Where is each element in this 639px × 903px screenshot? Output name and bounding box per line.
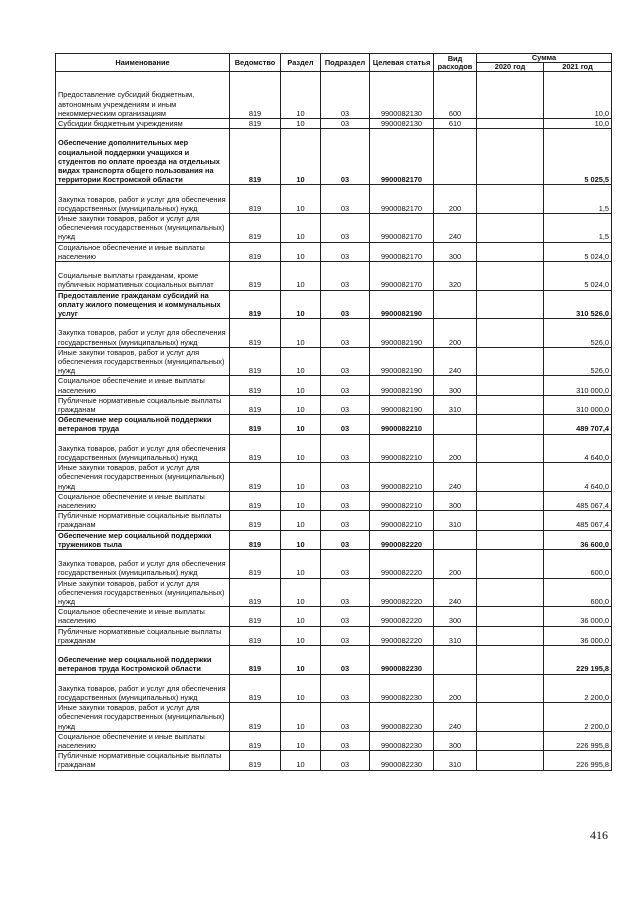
row-dept: 819 bbox=[230, 376, 281, 395]
row-exptype: 300 bbox=[434, 491, 477, 510]
row-subsection: 03 bbox=[321, 72, 370, 119]
row-2020 bbox=[477, 511, 544, 530]
row-section: 10 bbox=[281, 491, 321, 510]
row-target: 9900082210 bbox=[370, 415, 434, 434]
row-target: 9900082230 bbox=[370, 703, 434, 732]
row-2021: 1,5 bbox=[544, 213, 612, 242]
row-2021: 2 200,0 bbox=[544, 703, 612, 732]
row-section: 10 bbox=[281, 550, 321, 579]
row-section: 10 bbox=[281, 395, 321, 414]
row-subsection: 03 bbox=[321, 262, 370, 291]
row-2020 bbox=[477, 607, 544, 626]
row-dept: 819 bbox=[230, 434, 281, 463]
table-row bbox=[56, 626, 612, 645]
row-subsection: 03 bbox=[321, 530, 370, 549]
row-dept: 819 bbox=[230, 491, 281, 510]
row-dept: 819 bbox=[230, 415, 281, 434]
row-section: 10 bbox=[281, 626, 321, 645]
table-row bbox=[56, 347, 612, 376]
row-2021: 526,0 bbox=[544, 347, 612, 376]
row-dept: 819 bbox=[230, 185, 281, 214]
table-row bbox=[56, 262, 612, 291]
row-name: Обеспечение мер социальной поддержки ветеранов труда Костромской области bbox=[56, 646, 230, 675]
row-2021: 485 067,4 bbox=[544, 511, 612, 530]
row-subsection: 03 bbox=[321, 703, 370, 732]
row-target: 9900082230 bbox=[370, 731, 434, 750]
row-name: Закупка товаров, работ и услуг для обеспечения государственных (муниципальных) нужд bbox=[56, 185, 230, 214]
row-exptype: 200 bbox=[434, 550, 477, 579]
row-name: Обеспечение мер социальной поддержки ветеранов труда bbox=[56, 415, 230, 434]
table-row bbox=[56, 376, 612, 395]
row-2020 bbox=[477, 751, 544, 770]
row-exptype: 240 bbox=[434, 463, 477, 492]
row-exptype: 200 bbox=[434, 434, 477, 463]
row-subsection: 03 bbox=[321, 395, 370, 414]
table-row bbox=[56, 242, 612, 261]
header-name: Наименование bbox=[56, 54, 230, 72]
table-row bbox=[56, 646, 612, 675]
row-target: 9900082190 bbox=[370, 319, 434, 348]
row-2020 bbox=[477, 550, 544, 579]
row-subsection: 03 bbox=[321, 290, 370, 319]
row-exptype bbox=[434, 129, 477, 185]
row-section: 10 bbox=[281, 434, 321, 463]
table-row bbox=[56, 530, 612, 549]
row-section: 10 bbox=[281, 213, 321, 242]
row-target: 9900082190 bbox=[370, 395, 434, 414]
row-exptype bbox=[434, 415, 477, 434]
row-subsection: 03 bbox=[321, 646, 370, 675]
row-section: 10 bbox=[281, 674, 321, 703]
row-subsection: 03 bbox=[321, 185, 370, 214]
table-row bbox=[56, 290, 612, 319]
row-exptype: 300 bbox=[434, 607, 477, 626]
row-section: 10 bbox=[281, 415, 321, 434]
header-2020: 2020 год bbox=[477, 63, 544, 72]
table-body bbox=[56, 72, 612, 771]
row-target: 9900082220 bbox=[370, 530, 434, 549]
table-row bbox=[56, 463, 612, 492]
header-section: Раздел bbox=[281, 54, 321, 72]
row-dept: 819 bbox=[230, 290, 281, 319]
row-exptype bbox=[434, 646, 477, 675]
row-subsection: 03 bbox=[321, 119, 370, 129]
row-2021: 36 000,0 bbox=[544, 626, 612, 645]
table-row bbox=[56, 415, 612, 434]
row-subsection: 03 bbox=[321, 242, 370, 261]
table-row bbox=[56, 319, 612, 348]
row-2021: 4 640,0 bbox=[544, 463, 612, 492]
row-2021: 600,0 bbox=[544, 550, 612, 579]
row-exptype: 240 bbox=[434, 347, 477, 376]
row-2021: 36 000,0 bbox=[544, 607, 612, 626]
row-name: Закупка товаров, работ и услуг для обеспечения государственных (муниципальных) нужд bbox=[56, 674, 230, 703]
row-name: Субсидии бюджетным учреждениям bbox=[56, 119, 230, 129]
row-dept: 819 bbox=[230, 213, 281, 242]
row-target: 9900082210 bbox=[370, 463, 434, 492]
row-target: 9900082230 bbox=[370, 674, 434, 703]
row-dept: 819 bbox=[230, 242, 281, 261]
table-row bbox=[56, 213, 612, 242]
row-exptype bbox=[434, 290, 477, 319]
row-2020 bbox=[477, 290, 544, 319]
row-2020 bbox=[477, 185, 544, 214]
row-2021: 489 707,4 bbox=[544, 415, 612, 434]
row-name: Публичные нормативные социальные выплаты гражданам bbox=[56, 511, 230, 530]
row-2020 bbox=[477, 119, 544, 129]
row-2021: 485 067,4 bbox=[544, 491, 612, 510]
row-exptype: 200 bbox=[434, 674, 477, 703]
row-subsection: 03 bbox=[321, 626, 370, 645]
table-row bbox=[56, 119, 612, 129]
row-section: 10 bbox=[281, 530, 321, 549]
row-dept: 819 bbox=[230, 731, 281, 750]
row-2020 bbox=[477, 262, 544, 291]
row-target: 9900082220 bbox=[370, 550, 434, 579]
row-section: 10 bbox=[281, 731, 321, 750]
row-target: 9900082220 bbox=[370, 607, 434, 626]
row-2021: 5 024,0 bbox=[544, 242, 612, 261]
row-2021: 4 640,0 bbox=[544, 434, 612, 463]
row-section: 10 bbox=[281, 290, 321, 319]
table-row bbox=[56, 434, 612, 463]
row-target: 9900082170 bbox=[370, 213, 434, 242]
table-row bbox=[56, 578, 612, 607]
row-2020 bbox=[477, 376, 544, 395]
row-section: 10 bbox=[281, 511, 321, 530]
row-subsection: 03 bbox=[321, 751, 370, 770]
row-2020 bbox=[477, 129, 544, 185]
row-section: 10 bbox=[281, 72, 321, 119]
row-dept: 819 bbox=[230, 347, 281, 376]
row-2020 bbox=[477, 415, 544, 434]
row-section: 10 bbox=[281, 242, 321, 261]
header-sum: Сумма bbox=[477, 54, 612, 63]
row-2021: 36 600,0 bbox=[544, 530, 612, 549]
row-name: Предоставление субсидий бюджетным, автономным учреждениям и иным некоммерческим организациям bbox=[56, 72, 230, 119]
row-exptype: 310 bbox=[434, 511, 477, 530]
table-row bbox=[56, 751, 612, 770]
header-dept: Ведомство bbox=[230, 54, 281, 72]
row-target: 9900082220 bbox=[370, 578, 434, 607]
row-exptype: 320 bbox=[434, 262, 477, 291]
row-dept: 819 bbox=[230, 463, 281, 492]
row-subsection: 03 bbox=[321, 491, 370, 510]
row-dept: 819 bbox=[230, 319, 281, 348]
row-name: Социальное обеспечение и иные выплаты населению bbox=[56, 607, 230, 626]
row-name: Социальное обеспечение и иные выплаты населению bbox=[56, 242, 230, 261]
row-subsection: 03 bbox=[321, 319, 370, 348]
row-2021: 310 000,0 bbox=[544, 376, 612, 395]
row-exptype: 610 bbox=[434, 119, 477, 129]
row-2020 bbox=[477, 395, 544, 414]
row-dept: 819 bbox=[230, 129, 281, 185]
row-exptype: 200 bbox=[434, 185, 477, 214]
row-2020 bbox=[477, 578, 544, 607]
row-subsection: 03 bbox=[321, 129, 370, 185]
row-name: Закупка товаров, работ и услуг для обеспечения государственных (муниципальных) нужд bbox=[56, 434, 230, 463]
row-exptype bbox=[434, 530, 477, 549]
row-target: 9900082210 bbox=[370, 434, 434, 463]
row-subsection: 03 bbox=[321, 213, 370, 242]
table-row bbox=[56, 395, 612, 414]
row-2020 bbox=[477, 626, 544, 645]
row-exptype: 310 bbox=[434, 751, 477, 770]
row-section: 10 bbox=[281, 185, 321, 214]
row-section: 10 bbox=[281, 578, 321, 607]
row-name: Обеспечение дополнительных мер социальной поддержки учащихся и студентов по оплате проезда на отдельных видах транспорта общего пользования на территории Костромской области bbox=[56, 129, 230, 185]
row-section: 10 bbox=[281, 347, 321, 376]
row-target: 9900082170 bbox=[370, 129, 434, 185]
row-2020 bbox=[477, 347, 544, 376]
row-exptype: 300 bbox=[434, 731, 477, 750]
row-target: 9900082170 bbox=[370, 185, 434, 214]
page-number: 416 bbox=[590, 828, 608, 842]
row-dept: 819 bbox=[230, 646, 281, 675]
row-2021: 5 025,5 bbox=[544, 129, 612, 185]
row-2020 bbox=[477, 242, 544, 261]
row-name: Социальное обеспечение и иные выплаты населению bbox=[56, 376, 230, 395]
row-name: Социальное обеспечение и иные выплаты населению bbox=[56, 731, 230, 750]
row-2021: 1,5 bbox=[544, 185, 612, 214]
row-dept: 819 bbox=[230, 72, 281, 119]
row-name: Закупка товаров, работ и услуг для обеспечения государственных (муниципальных) нужд bbox=[56, 550, 230, 579]
row-name: Предоставление гражданам субсидий на оплату жилого помещения и коммунальных услуг bbox=[56, 290, 230, 319]
row-section: 10 bbox=[281, 646, 321, 675]
table-row bbox=[56, 185, 612, 214]
row-dept: 819 bbox=[230, 674, 281, 703]
row-exptype: 200 bbox=[434, 319, 477, 348]
row-2021: 229 195,8 bbox=[544, 646, 612, 675]
row-dept: 819 bbox=[230, 395, 281, 414]
row-exptype: 240 bbox=[434, 213, 477, 242]
row-subsection: 03 bbox=[321, 347, 370, 376]
row-dept: 819 bbox=[230, 751, 281, 770]
table-row bbox=[56, 550, 612, 579]
row-2021: 310 000,0 bbox=[544, 395, 612, 414]
row-subsection: 03 bbox=[321, 463, 370, 492]
row-2021: 226 995,8 bbox=[544, 731, 612, 750]
table-row bbox=[56, 703, 612, 732]
row-exptype: 600 bbox=[434, 72, 477, 119]
row-2021: 10,0 bbox=[544, 119, 612, 129]
row-exptype: 300 bbox=[434, 242, 477, 261]
row-target: 9900082190 bbox=[370, 347, 434, 376]
row-section: 10 bbox=[281, 607, 321, 626]
row-exptype: 240 bbox=[434, 578, 477, 607]
row-dept: 819 bbox=[230, 578, 281, 607]
header-target: Целевая статья bbox=[370, 54, 434, 72]
row-target: 9900082190 bbox=[370, 376, 434, 395]
row-dept: 819 bbox=[230, 511, 281, 530]
row-subsection: 03 bbox=[321, 607, 370, 626]
row-2020 bbox=[477, 213, 544, 242]
row-dept: 819 bbox=[230, 550, 281, 579]
table-row bbox=[56, 731, 612, 750]
row-section: 10 bbox=[281, 262, 321, 291]
row-subsection: 03 bbox=[321, 415, 370, 434]
budget-table bbox=[55, 53, 612, 771]
row-dept: 819 bbox=[230, 607, 281, 626]
row-target: 9900082130 bbox=[370, 72, 434, 119]
budget-document bbox=[55, 53, 611, 771]
table-row bbox=[56, 607, 612, 626]
row-2021: 10,0 bbox=[544, 72, 612, 119]
row-subsection: 03 bbox=[321, 550, 370, 579]
row-target: 9900082210 bbox=[370, 511, 434, 530]
row-2021: 5 024,0 bbox=[544, 262, 612, 291]
row-2020 bbox=[477, 319, 544, 348]
header-subsection: Подраздел bbox=[321, 54, 370, 72]
row-name: Иные закупки товаров, работ и услуг для обеспечения государственных (муниципальных) нужд bbox=[56, 703, 230, 732]
row-name: Иные закупки товаров, работ и услуг для обеспечения государственных (муниципальных) нужд bbox=[56, 578, 230, 607]
row-exptype: 310 bbox=[434, 395, 477, 414]
row-2020 bbox=[477, 491, 544, 510]
row-name: Закупка товаров, работ и услуг для обеспечения государственных (муниципальных) нужд bbox=[56, 319, 230, 348]
row-2021: 526,0 bbox=[544, 319, 612, 348]
row-section: 10 bbox=[281, 703, 321, 732]
row-section: 10 bbox=[281, 376, 321, 395]
row-subsection: 03 bbox=[321, 731, 370, 750]
row-subsection: 03 bbox=[321, 674, 370, 703]
row-name: Социальное обеспечение и иные выплаты населению bbox=[56, 491, 230, 510]
row-dept: 819 bbox=[230, 530, 281, 549]
row-2020 bbox=[477, 646, 544, 675]
row-2020 bbox=[477, 674, 544, 703]
row-2020 bbox=[477, 72, 544, 119]
row-target: 9900082130 bbox=[370, 119, 434, 129]
row-target: 9900082220 bbox=[370, 626, 434, 645]
row-2020 bbox=[477, 434, 544, 463]
row-name: Социальные выплаты гражданам, кроме публичных нормативных социальных выплат bbox=[56, 262, 230, 291]
row-dept: 819 bbox=[230, 262, 281, 291]
row-dept: 819 bbox=[230, 703, 281, 732]
row-name: Публичные нормативные социальные выплаты гражданам bbox=[56, 395, 230, 414]
header-exptype: Вид расходов bbox=[434, 54, 477, 72]
row-name: Публичные нормативные социальные выплаты гражданам bbox=[56, 751, 230, 770]
table-row bbox=[56, 511, 612, 530]
table-row bbox=[56, 129, 612, 185]
row-name: Публичные нормативные социальные выплаты гражданам bbox=[56, 626, 230, 645]
table-row bbox=[56, 72, 612, 119]
row-2021: 226 995,8 bbox=[544, 751, 612, 770]
row-subsection: 03 bbox=[321, 376, 370, 395]
row-target: 9900082230 bbox=[370, 751, 434, 770]
row-name: Иные закупки товаров, работ и услуг для обеспечения государственных (муниципальных) нужд bbox=[56, 463, 230, 492]
row-name: Обеспечение мер социальной поддержки тружеников тыла bbox=[56, 530, 230, 549]
row-section: 10 bbox=[281, 751, 321, 770]
row-target: 9900082170 bbox=[370, 242, 434, 261]
row-target: 9900082210 bbox=[370, 491, 434, 510]
row-name: Иные закупки товаров, работ и услуг для обеспечения государственных (муниципальных) нужд bbox=[56, 213, 230, 242]
row-dept: 819 bbox=[230, 119, 281, 129]
row-section: 10 bbox=[281, 129, 321, 185]
row-2020 bbox=[477, 731, 544, 750]
table-row bbox=[56, 674, 612, 703]
row-exptype: 240 bbox=[434, 703, 477, 732]
row-name: Иные закупки товаров, работ и услуг для обеспечения государственных (муниципальных) нужд bbox=[56, 347, 230, 376]
row-section: 10 bbox=[281, 319, 321, 348]
table-row bbox=[56, 491, 612, 510]
row-target: 9900082230 bbox=[370, 646, 434, 675]
row-target: 9900082170 bbox=[370, 262, 434, 291]
row-2020 bbox=[477, 530, 544, 549]
row-section: 10 bbox=[281, 119, 321, 129]
row-2021: 310 526,0 bbox=[544, 290, 612, 319]
row-subsection: 03 bbox=[321, 578, 370, 607]
row-subsection: 03 bbox=[321, 511, 370, 530]
row-2020 bbox=[477, 463, 544, 492]
row-target: 9900082190 bbox=[370, 290, 434, 319]
header-2021: 2021 год bbox=[544, 63, 612, 72]
row-exptype: 300 bbox=[434, 376, 477, 395]
row-exptype: 310 bbox=[434, 626, 477, 645]
row-dept: 819 bbox=[230, 626, 281, 645]
row-2020 bbox=[477, 703, 544, 732]
row-2021: 600,0 bbox=[544, 578, 612, 607]
row-section: 10 bbox=[281, 463, 321, 492]
row-subsection: 03 bbox=[321, 434, 370, 463]
row-2021: 2 200,0 bbox=[544, 674, 612, 703]
